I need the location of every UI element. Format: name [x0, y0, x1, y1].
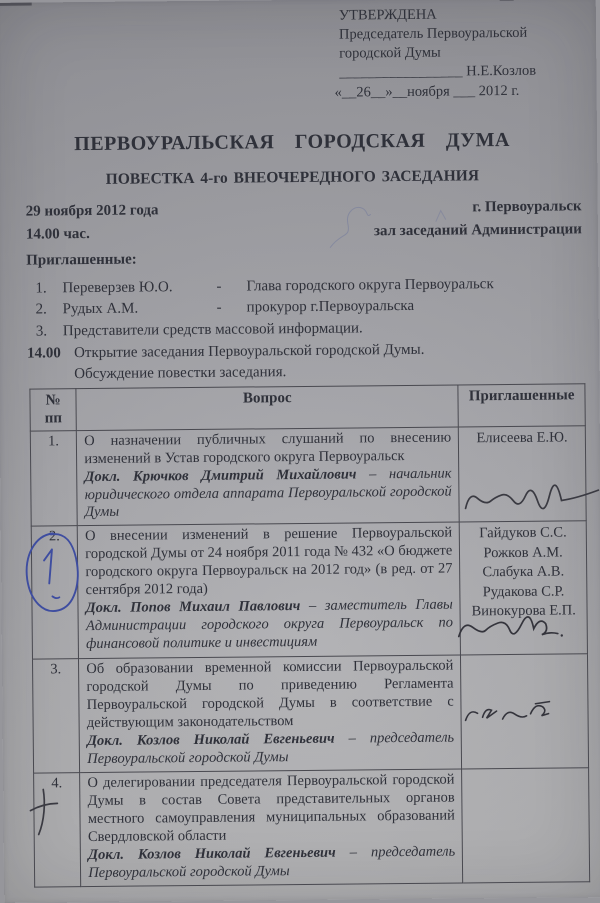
signature-line: _________________ Н.Е.Козлов	[339, 63, 537, 81]
opening-text	[74, 340, 425, 385]
invited-header: Приглашенные:	[26, 251, 137, 269]
approval-date-line: «__26__»__ноября ___ 2012 г.	[334, 82, 520, 101]
invited-cell	[462, 768, 590, 883]
speaker-line	[86, 597, 454, 654]
meeting-meta	[26, 195, 582, 245]
invitee-role: Глава городского округа Первоуральск	[246, 276, 494, 295]
question-cell	[80, 769, 463, 886]
photo-edge-mark	[500, 0, 514, 1]
speaker-role: – заместитель Главы Администрации городского округа Первоуральск по финансовой политике и инвестициям	[85, 596, 454, 653]
meeting-city: г. Первоуральск	[472, 198, 582, 216]
agenda-table	[29, 383, 590, 887]
invitee-role: прокурор г.Первоуральска	[246, 298, 415, 316]
table-row	[31, 521, 587, 659]
dash: -	[216, 300, 222, 317]
speaker-line	[88, 844, 455, 883]
column-header-invited: Приглашенные	[458, 384, 585, 427]
page-subtitle: ПОВЕСТКА 4-го ВНЕОЧЕРЕДНОГО ЗАСЕДАНИЯ	[105, 167, 480, 188]
question-text: О делегировании председателя Первоуральской городской Думы в состав Совета представительных органов местного самоуправления муниципальных образований Свердловской области	[87, 771, 455, 846]
dash: -	[216, 278, 222, 295]
dash	[363, 318, 393, 340]
question-text: Об образовании временной комиссии Первоуральской городской Думы по приведению Регламента Первоуральской городской Думы в соответствие с действующим законодательством	[86, 657, 454, 732]
invited-cell: Гайдуков С.С. Рожков А.М. Слабука А.В. Рудакова С.Р. Винокурова Е.П.	[460, 521, 588, 655]
approval-stamp: УТВЕРЖДЕНА	[338, 6, 437, 24]
opening-line2: Обсуждение повестки заседания.	[74, 363, 287, 382]
table-row	[30, 425, 586, 526]
table-row	[32, 654, 588, 773]
question-text: О назначении публичных слушаний по внесению изменений в Устав городского округа Первоуральск	[84, 429, 452, 467]
speaker-name: Докл. Козлов Николай Евгеньевич	[88, 844, 336, 864]
meeting-date: 29 ноября 2012 года	[25, 202, 159, 220]
photo-edge-mark	[0, 3, 32, 6]
speaker-role: – председатель Первоуральской городской Думы	[88, 843, 456, 882]
question-cell	[77, 427, 460, 527]
item-number: 3.	[35, 323, 48, 340]
question-cell	[77, 522, 460, 659]
question-cell	[79, 655, 462, 772]
row-number: 4.	[34, 773, 81, 887]
column-header-number: № пп	[30, 389, 77, 431]
item-number: 1.	[35, 280, 47, 297]
item-number: 2.	[35, 301, 47, 318]
page-title: ПЕРВОУРАЛЬСКАЯ ГОРОДСКАЯ ДУМА	[74, 128, 510, 156]
row-number: 3.	[32, 659, 79, 773]
speaker-name: Докл. Попов Михаил Павлович	[85, 598, 301, 617]
invitee-role	[393, 316, 583, 339]
speaker-role: – председатель Первоуральской городской Думы	[87, 729, 455, 768]
meeting-place	[374, 195, 582, 242]
opening-item	[27, 338, 583, 385]
table-header-row	[30, 384, 585, 431]
opening-line1: Открытие заседания Первоуральской городской Думы.	[73, 341, 425, 362]
row-number: 1.	[30, 430, 77, 526]
meeting-time: 14.00 час.	[25, 225, 90, 243]
speaker-line	[87, 730, 454, 769]
speaker-line	[84, 465, 452, 522]
opening-time: 14.00	[26, 345, 61, 362]
meeting-datetime	[26, 199, 159, 245]
invitee-name: Представители средств массовой информации.	[62, 319, 363, 339]
column-header-question: Вопрос	[76, 385, 458, 430]
approval-block	[334, 4, 592, 102]
speaker-name: Докл. Козлов Николай Евгеньевич	[86, 730, 335, 750]
invitee-name: Рудых А.М.	[62, 300, 139, 318]
speaker-role: – начальник юридического отдела аппарата Первоуральской городской Думы	[84, 465, 452, 521]
approver-title-line2: городской Думы	[339, 44, 441, 62]
meeting-venue: зал заседаний Администрации	[373, 220, 582, 239]
invited-cell: Елисеева Е.Ю.	[459, 425, 587, 522]
row-number: 2.	[31, 526, 79, 659]
table-row	[34, 768, 590, 887]
approver-title-line1: Председатель Первоуральской	[338, 24, 528, 43]
invited-cell	[461, 654, 589, 769]
invited-list	[28, 273, 583, 342]
question-text: О внесении изменений в решение Первоуральской городской Думы от 24 ноября 2011 года № 432 «О бюджете городского округа Первоуральск на 2012 год» (в ред. от 27 сентября 2012 года)	[84, 524, 453, 599]
speaker-name: Докл. Крючков Дмитрий Михайлович	[84, 465, 357, 485]
invitee-name: Переверзев Ю.О.	[62, 279, 173, 297]
